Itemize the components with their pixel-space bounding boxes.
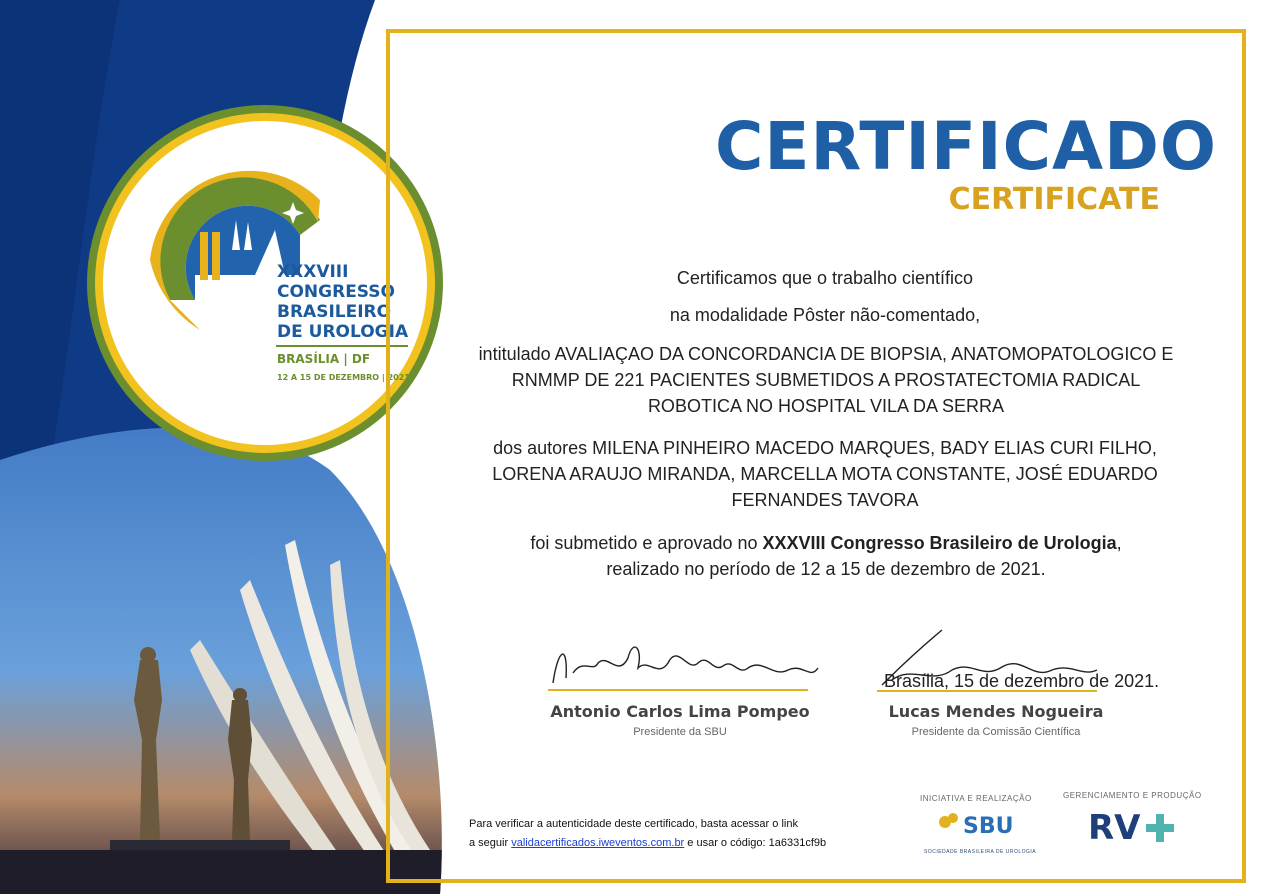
signature-name-2: Lucas Mendes Nogueira: [888, 702, 1104, 721]
logo-edition: XXXVIII: [277, 262, 349, 282]
sbu-logo-text: SBU: [963, 814, 1014, 839]
work-title: intitulado AVALIAÇAO DA CONCORDANCIA DE BIOPSIA, ANATOMOPATOLOGICO E RNMMP DE 221 PACIENTES SUBMETIDOS A PROSTATECTOMIA RADICAL ROBOTICA NO HOSPITAL VILA DA SERRA: [478, 344, 1174, 416]
signature-pompeo: [548, 628, 828, 698]
body-intro: Certificamos que o trabalho científico: [676, 268, 974, 288]
verification-code: e usar o código: 1a6331cf9b: [684, 837, 827, 849]
management-label: GERENCIAMENTO E PRODUÇÃO: [1063, 791, 1202, 800]
approval-prefix: foi submetido e aprovado no: [530, 533, 763, 553]
verification-line-2: [469, 834, 826, 853]
rv-logo: [1088, 808, 1178, 850]
verification-prefix: a seguir: [469, 837, 512, 849]
certificate-title: CERTIFICADO: [715, 108, 1218, 185]
authors-list: dos autores MILENA PINHEIRO MACEDO MARQUES, BADY ELIAS CURI FILHO, LORENA ARAUJO MIRANDA, MARCELLA MOTA CONSTANTE, JOSÉ EDUARDO FERNANDES TAVORA: [492, 438, 1158, 510]
initiative-label: INICIATIVA E REALIZAÇÃO: [920, 794, 1032, 803]
logo-line-urologia: DE UROLOGIA: [277, 322, 409, 342]
body-modality: na modalidade Pôster não-comentado,: [669, 305, 981, 325]
signature-role-1: Presidente da SBU: [633, 726, 727, 738]
approval-statement: [478, 530, 1174, 582]
sbu-logo: [935, 808, 1015, 848]
verification-info: [469, 815, 826, 853]
plus-cross-icon: [1146, 814, 1174, 842]
verification-line-1: Para verificar a autenticidade deste certificado, basta acessar o link: [469, 818, 798, 830]
place-date: Brasília, 15 de dezembro de 2021.: [884, 671, 1160, 691]
rv-logo-text: RV: [1088, 808, 1141, 848]
logo-dates: 12 A 15 DE DEZEMBRO | 2021: [277, 373, 410, 382]
period-text: realizado no período de 12 a 15 de dezembro de 2021.: [606, 559, 1046, 579]
logo-line-brasileiro: BRASILEIRO: [277, 302, 392, 322]
logo-city: BRASÍLIA | DF: [277, 352, 371, 366]
verification-link[interactable]: validacertificados.iweventos.com.br: [511, 837, 685, 849]
signature-name-1: Antonio Carlos Lima Pompeo: [550, 702, 810, 721]
sbu-caption: SOCIEDADE BRASILEIRA DE UROLOGIA: [924, 849, 1037, 855]
certificate-subtitle: CERTIFICATE: [948, 182, 1160, 217]
signature-role-2: Presidente da Comissão Científica: [911, 726, 1081, 738]
congress-name: XXXVIII Congresso Brasileiro de Urologia: [762, 533, 1117, 553]
approval-suffix: ,: [1116, 533, 1122, 553]
logo-line-congresso: CONGRESSO: [277, 282, 395, 302]
